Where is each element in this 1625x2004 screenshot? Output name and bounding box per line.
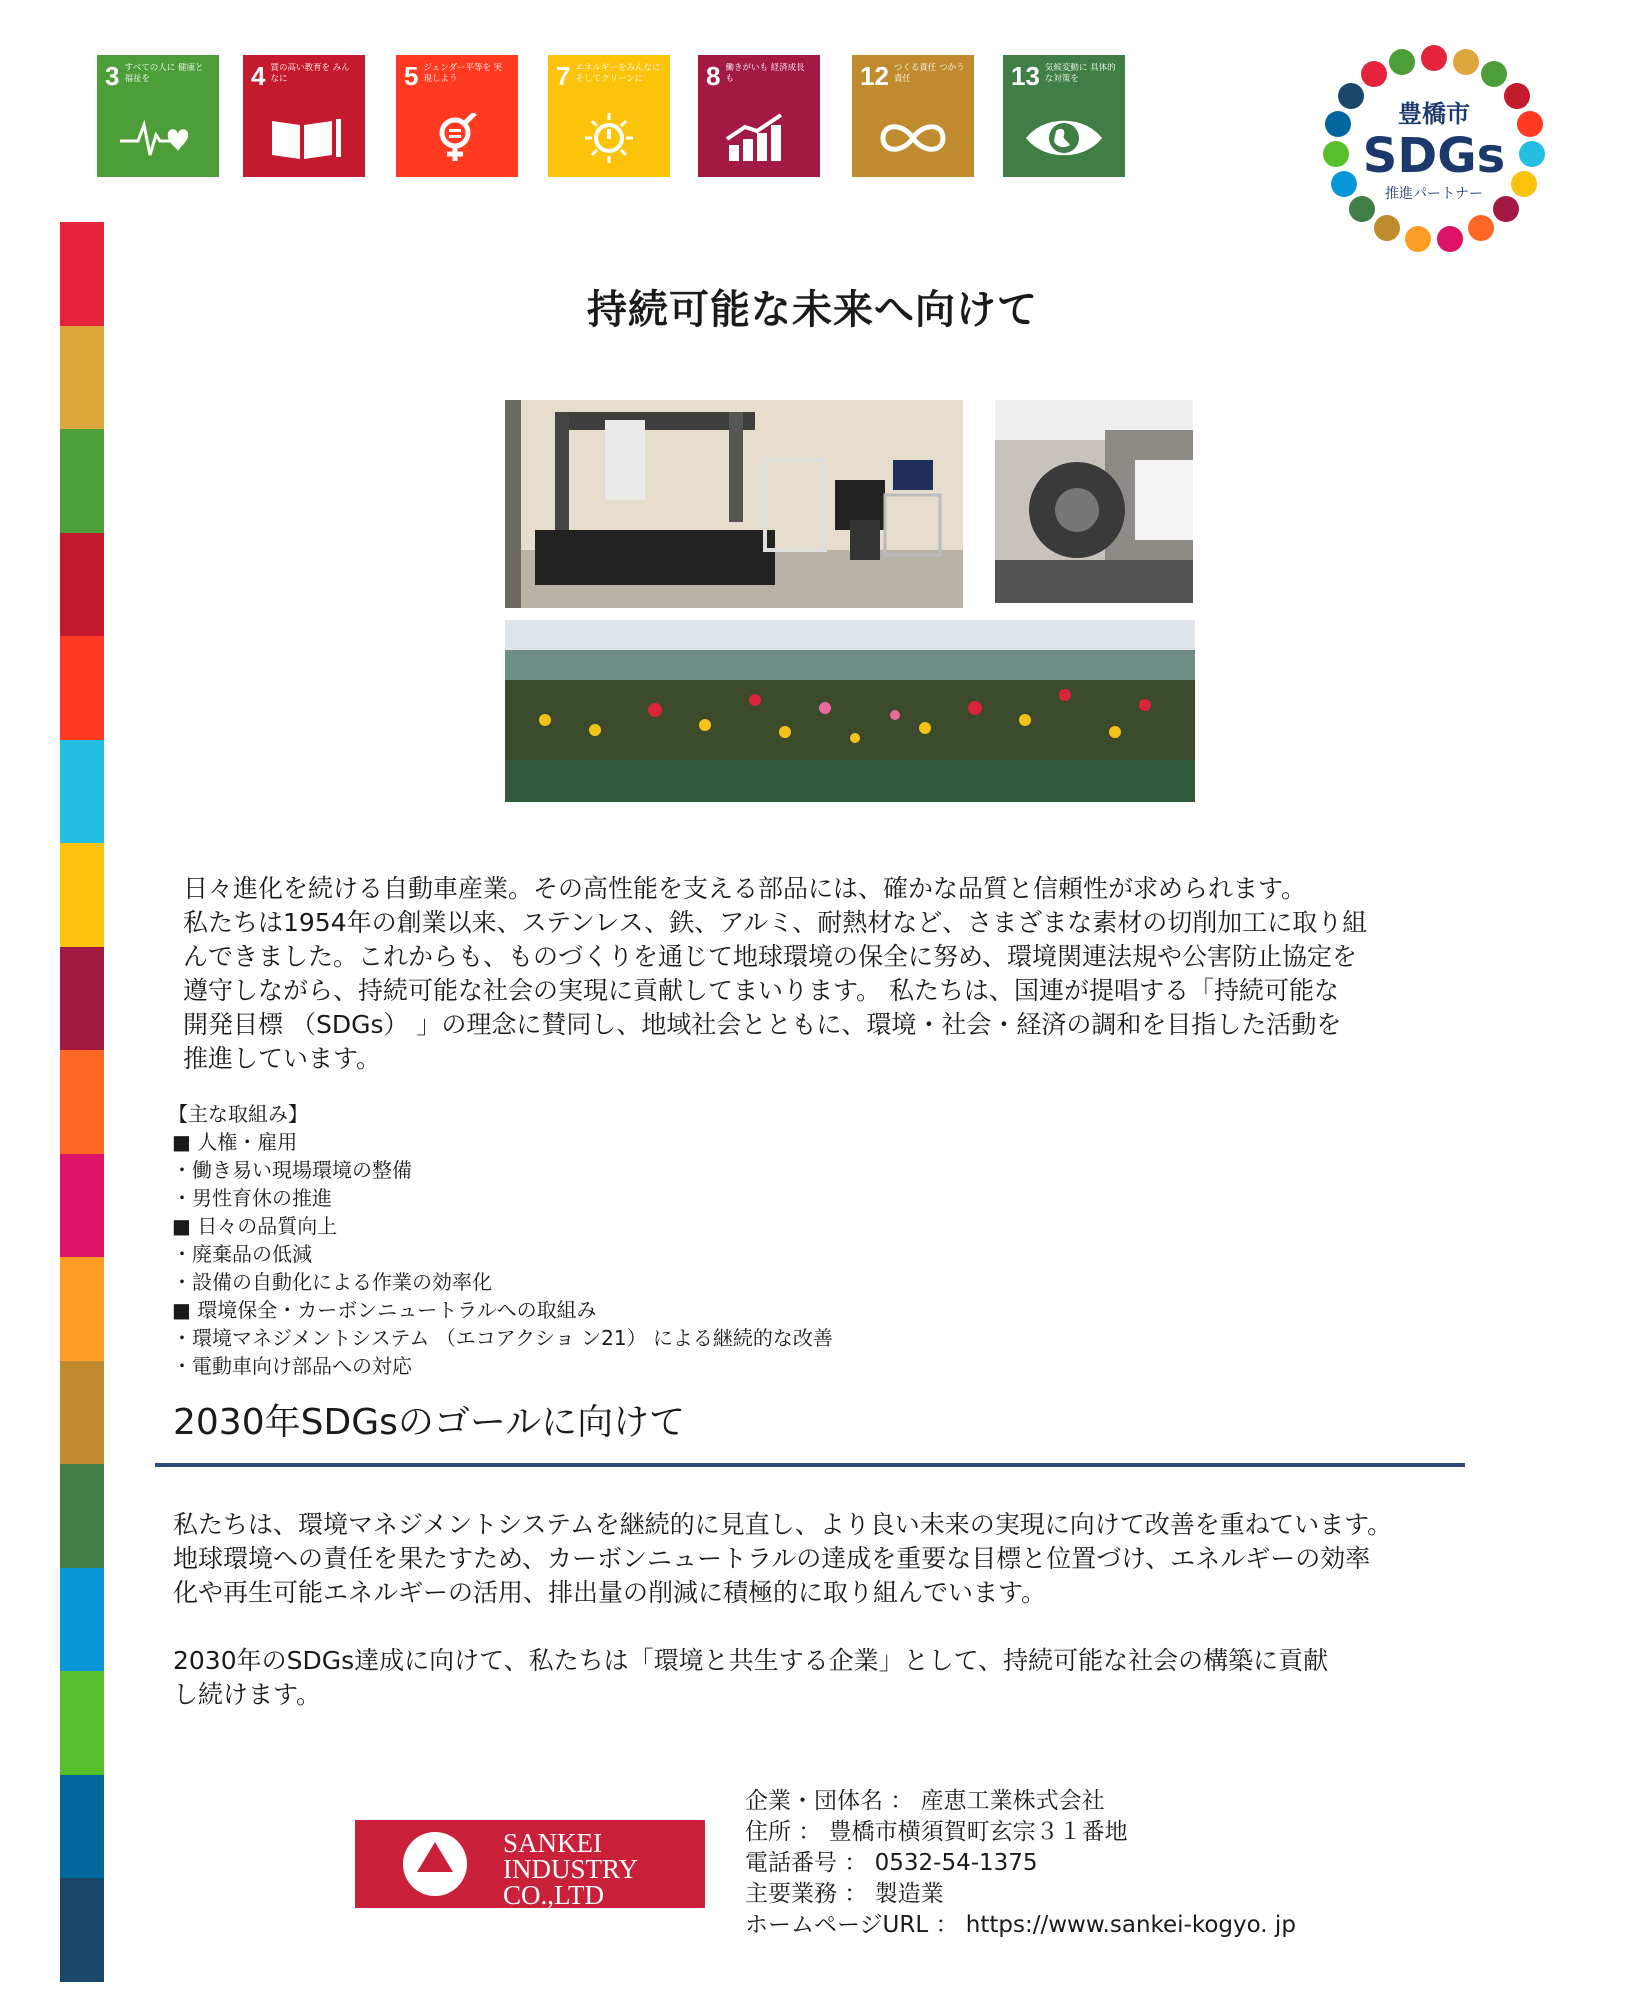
- initiative-item: ・働き易い現場環境の整備: [172, 1158, 412, 1182]
- goal-line: し続けます。: [173, 1680, 322, 1709]
- sdg-goal-text: すべての人に 健康と福祉を: [124, 63, 204, 84]
- sdg-goal-number: 3: [105, 61, 120, 91]
- intro-line: 推進しています。: [183, 1044, 382, 1073]
- cnc-lathe-photo: [995, 400, 1193, 603]
- logo-line-1: SANKEI: [503, 1828, 602, 1858]
- color-strip-segment: [60, 843, 104, 947]
- goal-line: 地球環境への責任を果たすため、カーボンニュートラルの達成を重要な目標と位置づけ、エネルギーの効率: [173, 1544, 1371, 1573]
- company-info: [745, 1786, 1296, 1941]
- color-strip-segment: [60, 1154, 104, 1258]
- goal-paragraph-1: [173, 1508, 1493, 1610]
- color-strip-segment: [60, 1775, 104, 1879]
- initiatives-list: [172, 1128, 833, 1380]
- color-strip-segment: [60, 1671, 104, 1775]
- initiative-item: ・男性育休の推進: [172, 1186, 332, 1210]
- color-strip-segment: [60, 1050, 104, 1154]
- color-strip-segment: [60, 1878, 104, 1982]
- color-strip-segment: [60, 326, 104, 430]
- company-address: 住所 ： 豊橋市横須賀町玄宗３１番地: [745, 1819, 1128, 1845]
- sdg-goal-text: 気候変動に 具体的な対策を: [1044, 63, 1116, 84]
- initiative-item: ・環境マネジメントシステム （エコアクショ ン21） による継続的な改善: [172, 1326, 833, 1350]
- initiative-item: ・電動車向け部品への対応: [172, 1354, 412, 1378]
- sdg-goal-number: 7: [556, 61, 571, 91]
- goal-section-heading: 2030年SDGsのゴールに向けて: [173, 1402, 686, 1443]
- section-divider: [155, 1463, 1465, 1467]
- sdg-goal-text: エネルギーをみんなに そしてクリーンに: [575, 63, 661, 84]
- sdg-goal-7-tile: [548, 55, 670, 177]
- initiatives-heading: 【主な取組み】: [168, 1102, 308, 1126]
- color-strip-segment: [60, 1464, 104, 1568]
- sdg-goal-13-tile: [1003, 55, 1125, 177]
- goal-paragraphs: [173, 1508, 1493, 1746]
- page-title: 持続可能な未来へ向けて: [587, 287, 1038, 333]
- company-phone: 電話番号 ： 0532-54-1375: [745, 1850, 1038, 1876]
- sdg-goal-number: 8: [706, 61, 721, 91]
- initiative-item: ■ 人権・雇用: [172, 1130, 298, 1154]
- logo-line-2: INDUSTRY: [503, 1854, 639, 1884]
- goal-line: 2030年のSDGs達成に向けて、私たちは「環境と共生する企業」として、持続可能な社会の構築に貢献: [173, 1646, 1329, 1675]
- sankei-industry-logo: [355, 1820, 705, 1908]
- growth-chart-icon: [719, 113, 799, 163]
- company-business: 主要業務 ： 製造業: [745, 1881, 944, 1907]
- sdg-goal-8-tile: [698, 55, 820, 177]
- color-strip-segment: [60, 947, 104, 1051]
- sdg-goal-text: ジェンダー平等を 実現しよう: [423, 63, 503, 84]
- initiative-item: ■ 日々の品質向上: [172, 1214, 338, 1238]
- sdg-goal-number: 4: [251, 61, 266, 91]
- gender-equality-icon: [417, 113, 497, 163]
- book-icon: [264, 113, 344, 163]
- company-homepage: ホームページURL ： https://www.sankei-kogyo. jp: [745, 1912, 1296, 1938]
- sdg-goal-text: つくる責任 つかう責任: [893, 63, 965, 84]
- toyohashi-sdgs-partner-logo: [1323, 44, 1545, 254]
- goal-line: 化や再生可能エネルギーの活用、排出量の削減に積極的に取り組んでいます。: [173, 1578, 1047, 1607]
- goal-line: 私たちは、環境マネジメントシステムを継続的に見直し、より良い未来の実現に向けて改善を重ねています。: [173, 1510, 1393, 1539]
- company-name: 企業・団体名 ： 産恵工業株式会社: [745, 1788, 1105, 1814]
- infinity-icon: [873, 113, 953, 163]
- intro-line: んできました。これからも、ものづくりを通じて地球環境の保全に努め、環境関連法規や公害防止協定を: [183, 942, 1358, 971]
- intro-line: 私たちは1954年の創業以来、ステンレス、鉄、アルミ、耐熱材など、さまざまな素材の切削加工に取り組: [183, 908, 1368, 937]
- sdg-goal-12-tile: [852, 55, 974, 177]
- color-strip-segment: [60, 636, 104, 740]
- sdg-goal-number: 13: [1011, 61, 1040, 91]
- sdg-goal-text: 働きがいも 経済成長も: [725, 63, 805, 84]
- partner-city-label: 豊橋市: [1398, 100, 1470, 128]
- intro-line: 遵守しながら、持続可能な社会の実現に貢献してまいります。 私たちは、国連が提唱する「持続可能な: [183, 976, 1339, 1005]
- sdg-goal-3-tile: [97, 55, 219, 177]
- sdg-goal-number: 12: [860, 61, 889, 91]
- intro-paragraph: [183, 872, 1473, 1076]
- color-strip-segment: [60, 1568, 104, 1672]
- logo-line-3: CO.,LTD: [503, 1880, 605, 1908]
- color-strip-segment: [60, 1257, 104, 1361]
- intro-line: 開発目標 （SDGs） 」の理念に賛同し、地域社会とともに、環境・社会・経済の調和を目指した活動を: [183, 1010, 1342, 1039]
- color-strip-segment: [60, 1361, 104, 1465]
- earth-eye-icon: [1024, 113, 1104, 163]
- intro-line: 日々進化を続ける自動車産業。その高性能を支える部品には、確かな品質と信頼性が求められます。: [183, 874, 1307, 903]
- sdg-goal-number: 5: [404, 61, 419, 91]
- sdg-color-strip: [60, 222, 104, 1982]
- color-strip-segment: [60, 533, 104, 637]
- initiative-item: ■ 環境保全・カーボンニュートラルへの取組み: [172, 1298, 597, 1322]
- sdg-goal-text: 質の高い教育を みんなに: [270, 63, 350, 84]
- initiative-item: ・廃棄品の低減: [172, 1242, 312, 1266]
- flower-bed-photo: [505, 620, 1195, 802]
- sun-power-icon: [569, 113, 649, 163]
- initiative-item: ・設備の自動化による作業の効率化: [172, 1270, 492, 1294]
- partner-sdgs-label: SDGs: [1362, 128, 1506, 184]
- color-strip-segment: [60, 429, 104, 533]
- measuring-machine-photo: [505, 400, 963, 608]
- heartbeat-icon: [118, 113, 198, 163]
- color-strip-segment: [60, 740, 104, 844]
- goal-paragraph-2: [173, 1644, 1493, 1712]
- partner-sub-label: 推進パートナー: [1385, 186, 1483, 202]
- sdg-goal-4-tile: [243, 55, 365, 177]
- sdg-goal-5-tile: [396, 55, 518, 177]
